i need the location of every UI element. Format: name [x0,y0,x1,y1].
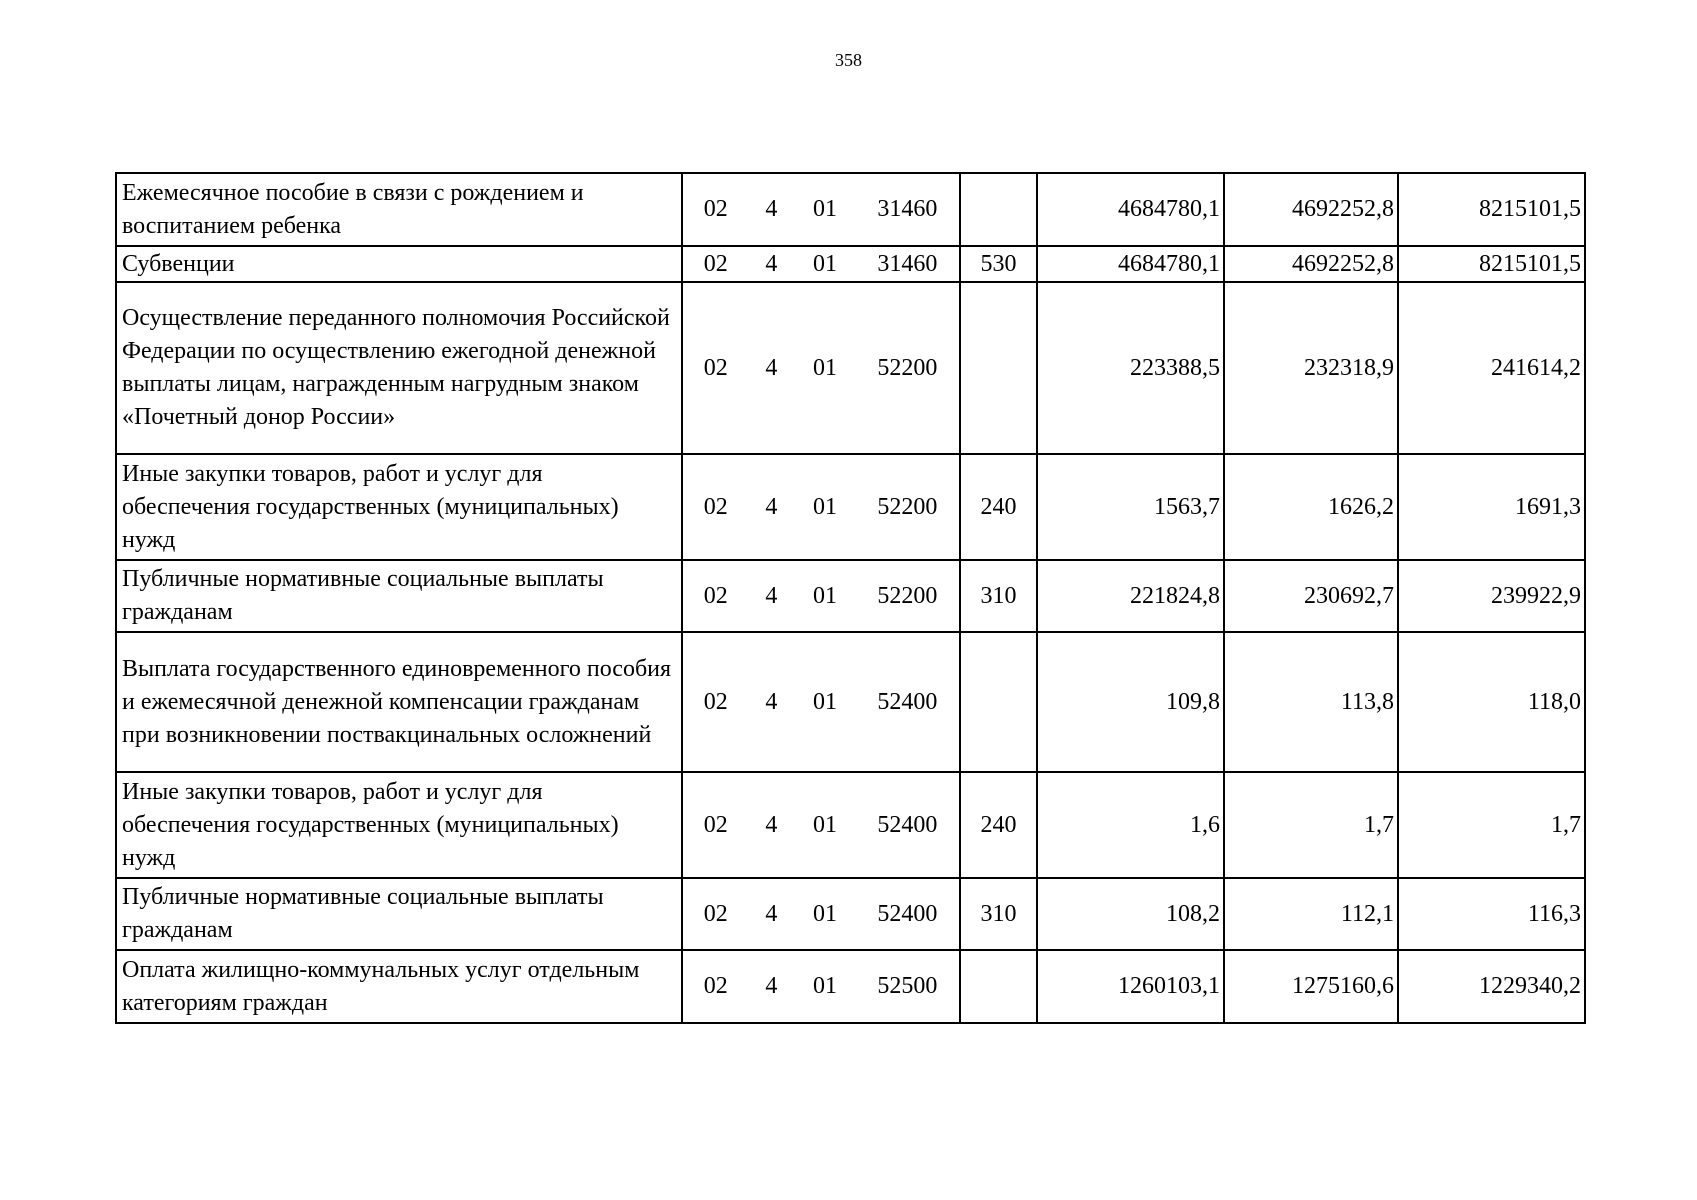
section-code: 02 [703,688,728,715]
table-row [116,632,1585,772]
row-codes [682,282,960,454]
section-code: 02 [703,582,728,609]
table-row [116,950,1585,1023]
row-name: Иные закупки товаров, работ и услуг для обеспечения государственных (муниципальных) нужд [116,772,682,878]
direction-code: 52200 [877,354,938,381]
table-row [116,454,1585,560]
row-codes [682,878,960,950]
row-codes [682,246,960,282]
amount-year-2: 1,7 [1224,772,1398,878]
section-code: 02 [703,250,728,277]
row-codes [682,173,960,246]
row-name: Оплата жилищно-коммунальных услуг отдельным категориям граждан [116,950,682,1023]
row-name: Выплата государственного единовременного пособия и ежемесячной денежной компенсации гражданам при возникновении поствакцинальных осложнений [116,632,682,772]
subprogram-code: 01 [812,582,837,609]
subprogram-code: 01 [812,688,837,715]
table-row [116,173,1585,246]
program-code: 4 [765,973,778,999]
amount-year-2: 112,1 [1224,878,1398,950]
expense-type: 310 [960,878,1037,950]
table-row [116,560,1585,632]
amount-year-3: 241614,2 [1398,282,1585,454]
program-code: 4 [765,688,778,715]
direction-code: 52200 [877,582,938,609]
amount-year-1: 4684780,1 [1037,173,1224,246]
expense-type [960,632,1037,772]
direction-code: 52400 [877,900,938,927]
table-row [116,282,1585,454]
amount-year-1: 221824,8 [1037,560,1224,632]
expense-type [960,282,1037,454]
amount-year-1: 108,2 [1037,878,1224,950]
row-codes [682,454,960,560]
row-name: Иные закупки товаров, работ и услуг для обеспечения государственных (муниципальных) нужд [116,454,682,560]
budget-table [115,172,1586,1024]
section-code: 02 [703,900,728,927]
amount-year-1: 4684780,1 [1037,246,1224,282]
subprogram-code: 01 [812,811,837,838]
section-code: 02 [703,973,728,999]
amount-year-1: 1,6 [1037,772,1224,878]
table-row [116,246,1585,282]
amount-year-2: 4692252,8 [1224,173,1398,246]
subprogram-code: 01 [812,354,837,381]
amount-year-1: 223388,5 [1037,282,1224,454]
program-code: 4 [765,811,778,838]
amount-year-2: 1626,2 [1224,454,1398,560]
program-code: 4 [765,582,778,609]
amount-year-3: 116,3 [1398,878,1585,950]
section-code: 02 [703,196,728,222]
amount-year-1: 1260103,1 [1037,950,1224,1023]
amount-year-1: 109,8 [1037,632,1224,772]
row-codes [682,772,960,878]
subprogram-code: 01 [812,900,837,927]
direction-code: 52200 [877,493,938,520]
amount-year-2: 4692252,8 [1224,246,1398,282]
row-name: Ежемесячное пособие в связи с рождением и воспитанием ребенка [116,173,682,246]
row-name: Публичные нормативные социальные выплаты гражданам [116,878,682,950]
amount-year-3: 1691,3 [1398,454,1585,560]
section-code: 02 [703,493,728,520]
amount-year-1: 1563,7 [1037,454,1224,560]
program-code: 4 [765,250,778,277]
section-code: 02 [703,811,728,838]
amount-year-3: 239922,9 [1398,560,1585,632]
direction-code: 31460 [877,196,938,222]
expense-type [960,950,1037,1023]
amount-year-3: 8215101,5 [1398,173,1585,246]
amount-year-3: 1229340,2 [1398,950,1585,1023]
expense-type: 240 [960,454,1037,560]
row-codes [682,950,960,1023]
amount-year-2: 230692,7 [1224,560,1398,632]
table-row [116,772,1585,878]
amount-year-3: 1,7 [1398,772,1585,878]
direction-code: 52400 [877,688,938,715]
expense-type: 310 [960,560,1037,632]
program-code: 4 [765,196,778,222]
page-number: 358 [835,50,862,70]
program-code: 4 [765,354,778,381]
subprogram-code: 01 [812,196,837,222]
program-code: 4 [765,900,778,927]
amount-year-3: 8215101,5 [1398,246,1585,282]
subprogram-code: 01 [812,250,837,277]
direction-code: 52400 [877,811,938,838]
expense-type: 240 [960,772,1037,878]
row-name: Субвенции [116,246,682,282]
row-name: Публичные нормативные социальные выплаты гражданам [116,560,682,632]
row-name: Осуществление переданного полномочия Российской Федерации по осуществлению ежегодной денежной выплаты лицам, награжденным нагрудным знаком «Почетный донор России» [116,282,682,454]
amount-year-2: 113,8 [1224,632,1398,772]
subprogram-code: 01 [812,493,837,520]
row-codes [682,560,960,632]
table-row [116,878,1585,950]
direction-code: 31460 [877,250,938,277]
amount-year-2: 1275160,6 [1224,950,1398,1023]
amount-year-3: 118,0 [1398,632,1585,772]
expense-type: 530 [960,246,1037,282]
row-codes [682,632,960,772]
expense-type [960,173,1037,246]
direction-code: 52500 [877,973,938,999]
section-code: 02 [703,354,728,381]
program-code: 4 [765,493,778,520]
amount-year-2: 232318,9 [1224,282,1398,454]
subprogram-code: 01 [812,973,837,999]
